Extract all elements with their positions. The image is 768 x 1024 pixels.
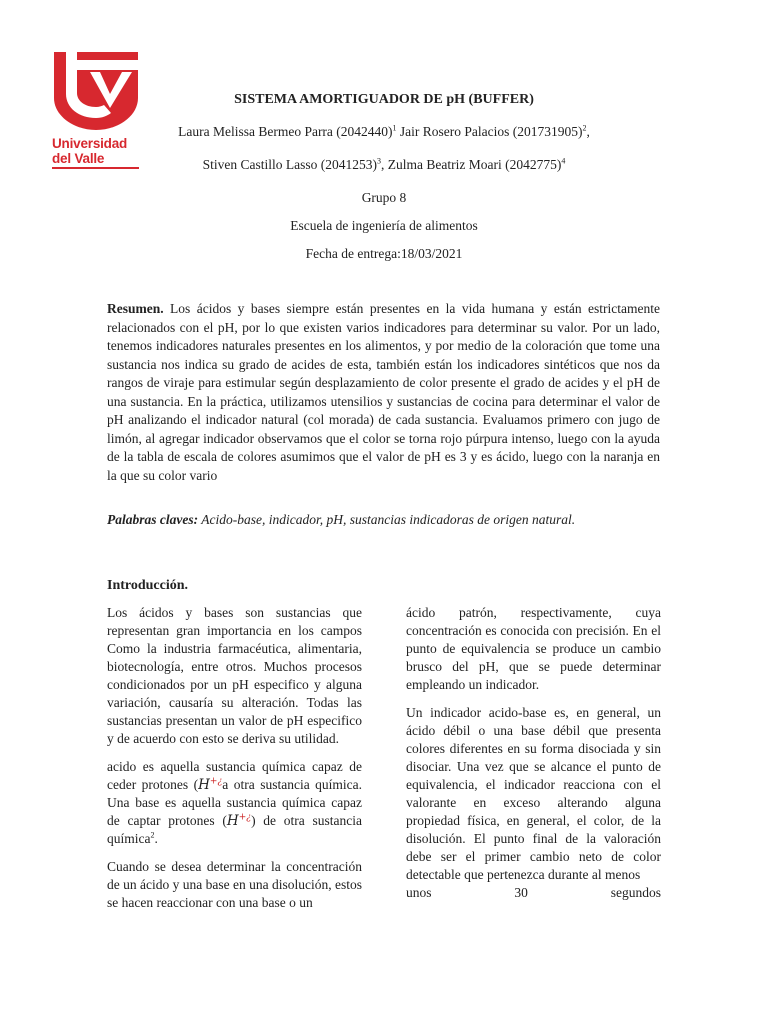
last-word-1: unos xyxy=(406,885,432,900)
authors-line-2 xyxy=(0,157,768,173)
intro-paragraph-1: Los ácidos y bases son sustancias que representan gran importancia en los campos Como la industria farmacéutica, alimentaria, biotecnología, entre otros. Muchos procesos condicionados por un pH especifico y alguna variación, causaría su alteración. Todas las sustancias presentan un valor de pH especifico y de acuerdo con esto se deriva su utilidad. xyxy=(107,605,362,746)
intro-p5-text: Un indicador acido-base es, en general, un ácido débil o una base débil que presenta colores diferentes en su forma disociada y sin disociar. Una vez que se alcance el punto de equivalencia, el indicador reacciona con el valorante en exceso alterando alguna propiedad física, en general, el color, de la disolución. El punto final de la valoración debe ser el primer cambio neto de color detectable que pertenezca durante al menos xyxy=(406,705,661,882)
intro-paragraph-5 xyxy=(406,704,661,884)
due-date: Fecha de entrega:18/03/2021 xyxy=(305,246,463,261)
logo-line-2: del Valle xyxy=(52,151,105,166)
abstract-text: Los ácidos y bases siempre están presentes en la vida humana y están estrictamente relacionados con el pH, por lo que existen varios indicadores para determinar su valor. Por un lado, tenemos indicadores naturales presentes en los alimentos, y por medio de la coloración que tome una sustancia nos indica su grado de acides de esta, también están los indicadores sintéticos que nos da rangos de viraje para estimular según desplazamiento de color presente el grado de acides y el pH de una sustancia. En la práctica, utilizamos utensilios y sustancias de cocina para determinar el valor de pH analizando el indicador natural (col morada) de cada sustancia. Evaluamos primero con jugo de limón, al agregar indicador observamos que el color se torna rojo púrpura intenso, luego con la ayuda de la tabla de escala de colores asumimos que el valor de pH es 3 y es ácido, luego con la naranja en la que su color vario xyxy=(107,301,660,483)
h-sup-2: +¿ xyxy=(238,812,252,823)
intro-p2-part-b: a otra sustancia química. Una base es aquella sustancia química capaz de captar protones ( xyxy=(107,777,363,828)
author-4: , Zulma Beatriz Moari (2042775) xyxy=(381,157,562,172)
intro-p2-part-d: . xyxy=(154,831,158,846)
school-label: Escuela de ingeniería de alimentos xyxy=(290,218,478,233)
university-logo xyxy=(52,50,142,170)
abstract-label: Resumen. xyxy=(107,301,164,316)
intro-paragraph-2 xyxy=(107,758,362,848)
keywords xyxy=(107,512,667,528)
authors-line-1-end: , xyxy=(586,124,590,139)
h-symbol: H xyxy=(198,777,210,793)
author-4-sup: 4 xyxy=(561,156,566,166)
author-2-sup: 2 xyxy=(582,123,587,133)
citation-sup: 2 xyxy=(150,830,155,840)
h-plus-symbol-2 xyxy=(227,813,251,829)
author-1-sup: 1 xyxy=(392,123,397,133)
abstract xyxy=(107,300,660,485)
intro-paragraph-4: ácido patrón, respectivamente, cuya concentración es conocida con precisión. En el punto de equivalencia se produce un cambio brusco del pH, que se puede determinar empleando un indicador. xyxy=(406,605,661,692)
intro-last-line xyxy=(406,884,661,902)
introduction-left-column xyxy=(107,604,362,922)
document-title: SISTEMA AMORTIGUADOR DE pH (BUFFER) xyxy=(234,92,534,107)
author-1: Laura Melissa Bermeo Parra (2042440) xyxy=(178,124,393,139)
intro-paragraph-3: Cuando se desea determinar la concentración de un ácido y una base en una disolución, estos se hacen reaccionar con una base o un xyxy=(107,859,362,910)
introduction-right-column xyxy=(406,604,661,902)
h-symbol-2: H xyxy=(226,813,239,829)
author-3: Stiven Castillo Lasso (2041253) xyxy=(202,157,378,172)
univalle-emblem-icon xyxy=(52,50,140,132)
authors-line-1 xyxy=(0,124,768,140)
introduction-heading: Introducción. xyxy=(107,578,189,593)
author-3-sup: 3 xyxy=(377,156,382,166)
intro-p2-part-a: acido es aquella sustancia química capaz de ceder protones ( xyxy=(107,759,362,792)
intro-p2-part-c: ) de otra sustancia química xyxy=(107,813,362,846)
author-2: Jair Rosero Palacios (201731905) xyxy=(396,124,583,139)
keywords-label: Palabras claves: xyxy=(107,512,199,527)
last-word-2: 30 xyxy=(514,885,528,900)
group-label: Grupo 8 xyxy=(361,190,407,205)
keywords-text: Acido-base, indicador, pH, sustancias indicadoras de origen natural. xyxy=(198,512,576,527)
last-word-3: segundos xyxy=(610,885,661,900)
h-sup: +¿ xyxy=(209,776,223,787)
h-plus-symbol xyxy=(198,777,222,793)
logo-line-1: Universidad xyxy=(52,136,128,151)
